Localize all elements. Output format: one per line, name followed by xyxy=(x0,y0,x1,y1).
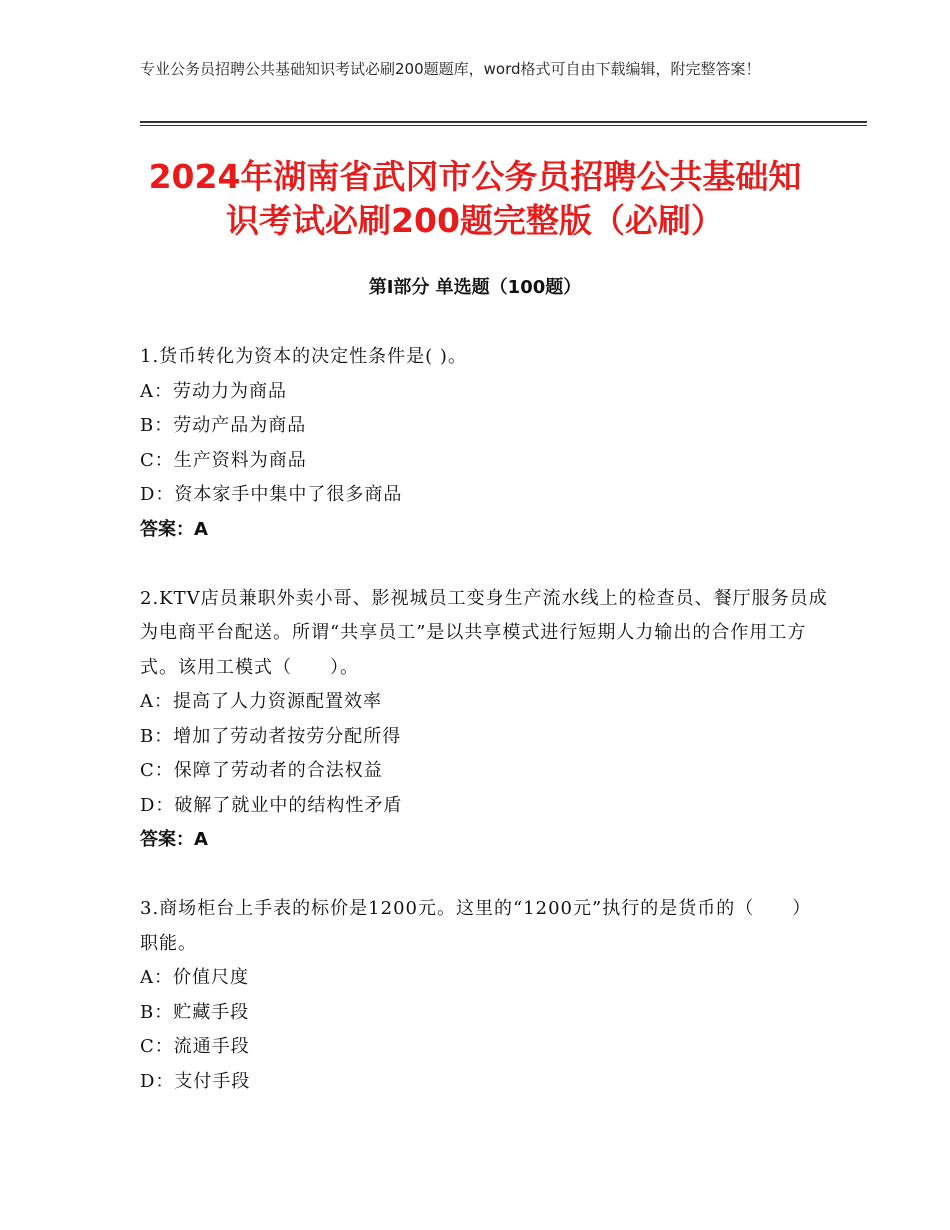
header-divider-thick xyxy=(140,121,867,123)
document-title-line-2: 识考试必刷200题完整版（必刷） xyxy=(226,201,724,240)
question-option-c: C：流通手段 xyxy=(140,1036,250,1057)
question-option-b: B：增加了劳动者按劳分配所得 xyxy=(140,725,402,747)
question-stem: 1.货币转化为资本的决定性条件是( )。 xyxy=(140,346,467,367)
document-title-line-1: 2024年湖南省武冈市公务员招聘公共基础知 xyxy=(148,157,802,196)
section-title: 第I部分 单选题（100题） xyxy=(368,277,582,298)
question-option-c: C：生产资料为商品 xyxy=(140,449,307,471)
question-list xyxy=(140,340,830,1099)
question-stem: 3.商场柜台上手表的标价是1200元。这里的“1200元”执行的是货币的（ ）职能。 xyxy=(140,898,812,954)
question-option-d: D：支付手段 xyxy=(140,1070,251,1092)
question-option-a: A：劳动力为商品 xyxy=(140,380,287,402)
question-option-b: B：贮藏手段 xyxy=(140,1001,250,1023)
question-option-a: A：提高了人力资源配置效率 xyxy=(140,691,382,712)
question-option-d: D：破解了就业中的结构性矛盾 xyxy=(140,794,403,816)
question-stem: 2.KTV店员兼职外卖小哥、影视城员工变身生产流水线上的检查员、餐厅服务员成为电商平台配送。所谓“共享员工”是以共享模式进行短期人力输出的合作用工方式。该用工模式（ ）。 xyxy=(140,587,828,678)
question-answer: 答案：A xyxy=(140,829,208,850)
question-item-3 xyxy=(140,892,830,1099)
question-option-d: D：资本家手中集中了很多商品 xyxy=(140,484,403,505)
question-option-b: B：劳动产品为商品 xyxy=(140,415,307,436)
question-answer: 答案：A xyxy=(140,518,208,540)
question-option-a: A：价值尺度 xyxy=(140,967,249,988)
header-divider-thin xyxy=(140,125,867,126)
question-item-1 xyxy=(140,340,830,547)
question-item-2 xyxy=(140,582,830,858)
document-title xyxy=(120,155,830,243)
question-option-c: C：保障了劳动者的合法权益 xyxy=(140,760,383,781)
header-note: 专业公务员招聘公共基础知识考试必刷200题题库，word格式可自由下载编辑，附完整答案！ xyxy=(140,60,761,78)
